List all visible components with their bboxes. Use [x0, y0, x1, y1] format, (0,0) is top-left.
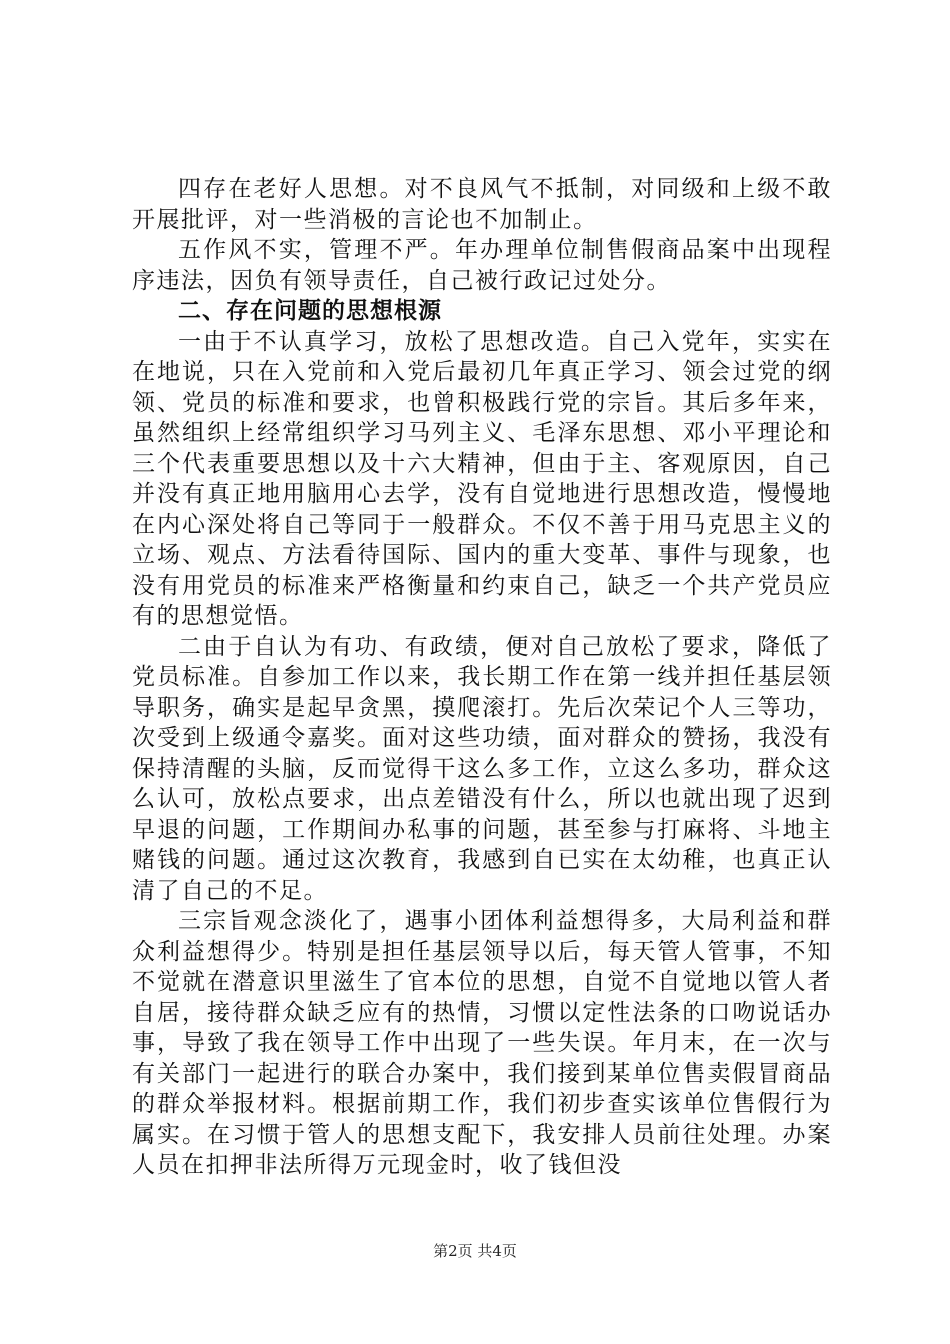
- paragraph-root-1: 一由于不认真学习，放松了思想改造。自己入党年，实实在在地说，只在入党前和入党后最初几年真正学习、领会过党的纲领、党员的标准和要求，也曾积极践行党的宗旨。其后多年来，虽然组织上经常组织学习马列主义、毛泽东思想、邓小平理论和三个代表重要思想以及十六大精神，但由于主、客观原因，自己并没有真正地用脑用心去学，没有自觉地进行思想改造，慢慢地在内心深处将自己等同于一般群众。不仅不善于用马克思主义的立场、观点、方法看待国际、国内的重大变革、事件与现象，也没有用党员的标准来严格衡量和约束自己，缺乏一个共产党员应有的思想觉悟。: [132, 328, 832, 629]
- paragraph-root-3: 三宗旨观念淡化了，遇事小团体利益想得多，大局利益和群众利益想得少。特别是担任基层领导以后，每天管人管事，不知不觉就在潜意识里滋生了官本位的思想，自觉不自觉地以管人者自居，接待群众缺乏应有的热情，习惯以定性法条的口吻说话办事，导致了我在领导工作中出现了一些失误。年月末，在一次与有关部门一起进行的联合办案中，我们接到某单位售卖假冒商品的群众举报材料。根据前期工作，我们初步查实该单位售假行为属实。在习惯于管人的思想支配下，我安排人员前往处理。办案人员在扣押非法所得万元现金时，收了钱但没: [132, 908, 832, 1178]
- section-heading: 二、存在问题的思想根源: [178, 298, 442, 324]
- page-footer: 第2页 共4页: [433, 1242, 517, 1260]
- paragraph-4: 四存在老好人思想。对不良风气不抵制，对同级和上级不敢开展批评，对一些消极的言论也不加制止。: [132, 176, 832, 233]
- paragraph-root-2: 二由于自认为有功、有政绩，便对自己放松了要求，降低了党员标准。自参加工作以来，我长期工作在第一线并担任基层领导职务，确实是起早贪黑，摸爬滚打。先后次荣记个人三等功，次受到上级通令嘉奖。面对这些功绩，面对群众的赞扬，我没有保持清醒的头脑，反而觉得干这么多工作，立这么多功，群众这么认可，放松点要求，出点差错没有什么，所以也就出现了迟到早退的问题，工作期间办私事的问题，甚至参与打麻将、斗地主赌钱的问题。通过这次教育，我感到自已实在太幼稚，也真正认清了自己的不足。: [132, 633, 832, 904]
- paragraph-5: 五作风不实，管理不严。年办理单位制售假商品案中出现程序违法，因负有领导责任，自己被行政记过处分。: [132, 237, 832, 294]
- document-body: [132, 174, 832, 1181]
